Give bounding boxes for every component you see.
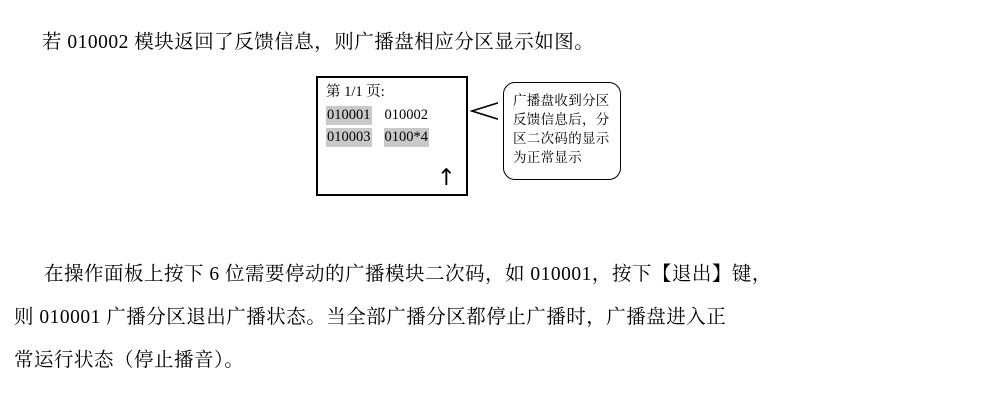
callout-text: 广播盘收到分区反馈信息后，分区二次码的显示为正常显示 — [513, 93, 610, 165]
broadcast-panel — [316, 76, 468, 196]
callout-body — [503, 82, 621, 180]
paragraph-bottom-line: 则 010001 广播分区退出广播状态。当全部广播分区都停止广播时，广播盘进入正 — [14, 307, 727, 328]
panel-row — [326, 128, 429, 147]
callout-balloon — [503, 82, 621, 180]
paragraph-bottom-line: 常运行状态（停止播音）。 — [14, 350, 245, 371]
panel-page-indicator: 第 1/1 页: — [326, 84, 385, 100]
zone-code-010001: 010001 — [327, 107, 371, 123]
zone-code-010002: 010002 — [384, 107, 428, 123]
paragraph-top: 若 010002 模块返回了反馈信息，则广播盘相应分区显示如图。 — [42, 32, 595, 53]
up-arrow-icon: ↑ — [436, 165, 456, 191]
callout-tail — [470, 98, 506, 124]
paragraph-bottom-line: 在操作面板上按下 6 位需要停动的广播模块二次码，如 010001，按下【退出】键， — [44, 264, 772, 285]
paragraph-bottom — [14, 253, 974, 382]
zone-code-010003: 010003 — [327, 129, 371, 145]
zone-code-0100-4: 0100*4 — [384, 129, 428, 145]
panel-row — [326, 106, 429, 125]
